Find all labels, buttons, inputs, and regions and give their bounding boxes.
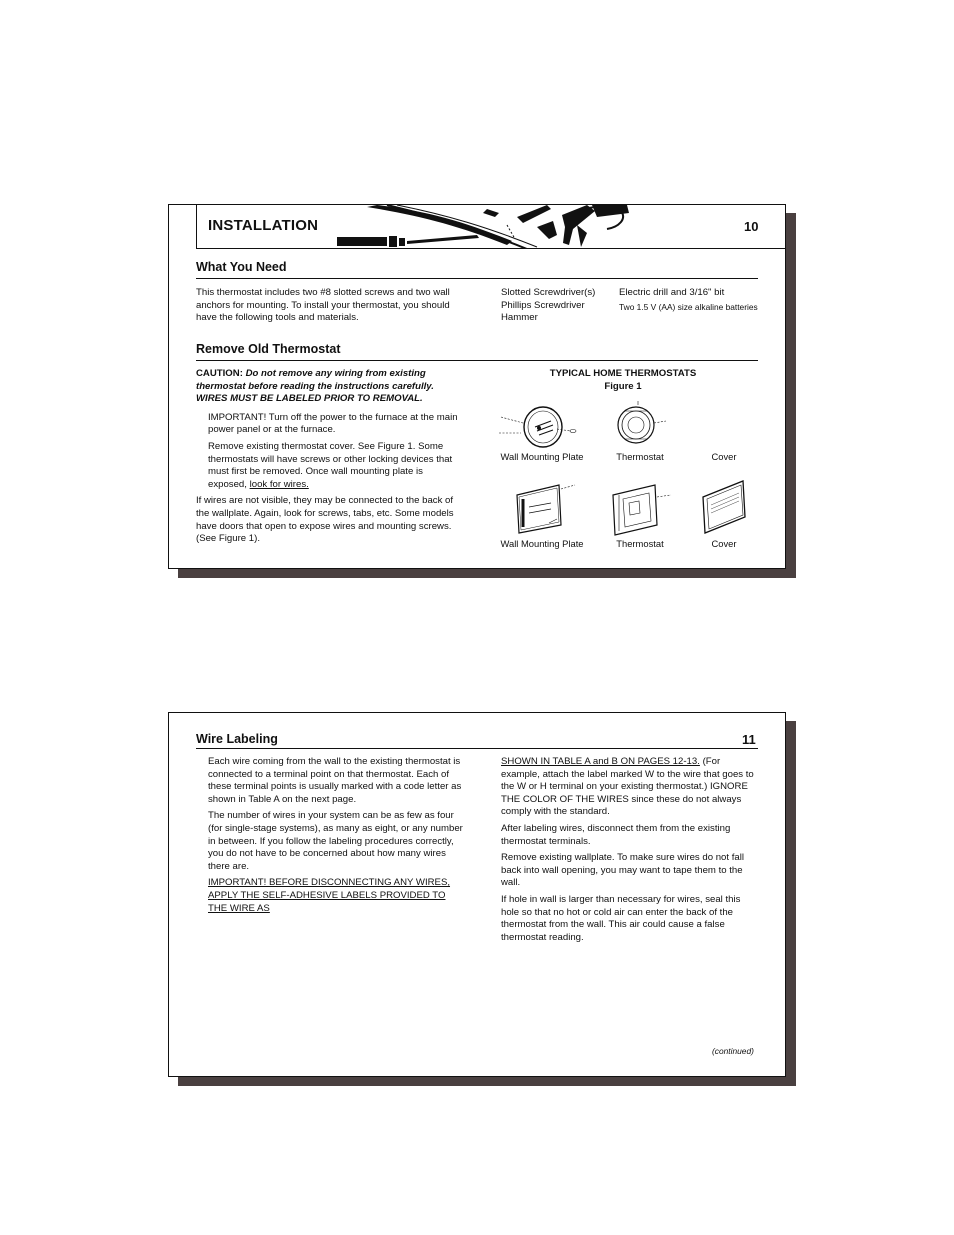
- page-title: INSTALLATION: [208, 217, 319, 234]
- wire-labeling-left-column: [208, 756, 464, 919]
- not-visible-paragraph: If wires are not visible, they may be connected to the back of the wallplate. Again, look for screws, tabs, etc. Some models have doors that open to expose wires and mounting screws. (See Figure 1).: [196, 495, 454, 545]
- rect-wall-plate-illustration: [509, 479, 589, 535]
- caution-label: CAUTION:: [196, 368, 243, 379]
- paragraph: Each wire coming from the wall to the existing thermostat is connected to a terminal point on that thermostat. Each of these terminal points is usually marked with a code letter as shown in Table A on the next page.: [208, 756, 462, 805]
- page-number: 10: [744, 219, 759, 234]
- paragraph: After labeling wires, disconnect them from the existing thermostat terminals.: [501, 822, 731, 847]
- tool-item: Slotted Screwdriver(s): [501, 287, 596, 298]
- paragraph: If hole in wall is larger than necessary for wires, seal this hole so that no hot or cold air can enter the back of the thermostat from the wall. This air could cause a false thermostat reading.: [501, 893, 741, 943]
- page-header: [196, 205, 786, 249]
- round-wall-plate-illustration: [497, 403, 577, 451]
- paragraph-text: (For example, attach the label marked W to the wire that goes to the W or H terminal on your existing thermostat.) IGNORE THE COLOR OF THE WIRES since these do not always comply with the standard.: [501, 756, 754, 818]
- wire-labeling-right-column: [501, 756, 761, 948]
- continued-label: (continued): [712, 1046, 754, 1056]
- tools-list-2: [619, 287, 769, 313]
- remove-old-text: [196, 368, 464, 550]
- page-number: 11: [742, 732, 756, 747]
- figure-label: Figure 1: [604, 381, 642, 392]
- figure-caption: Cover: [711, 538, 737, 549]
- figure-caption: Thermostat: [616, 451, 664, 462]
- page-11: [168, 712, 786, 1077]
- tool-item: Two 1.5 V (AA) size alkaline batteries: [619, 301, 758, 312]
- figure-title: TYPICAL HOME THERMOSTATS: [549, 368, 697, 379]
- rect-cover-illustration: [699, 477, 759, 537]
- tool-item: Electric drill and 3/16" bit: [619, 287, 725, 298]
- tool-item: Hammer: [501, 312, 538, 324]
- section-heading-remove-old-thermostat: Remove Old Thermostat: [196, 342, 341, 356]
- paragraph: [501, 756, 761, 819]
- tools-list-1: [501, 287, 616, 325]
- figure-caption: Wall Mounting Plate: [500, 538, 584, 549]
- tools-illustration: [337, 205, 637, 249]
- underlined-text: SHOWN IN TABLE A and B ON PAGES 12-13.: [501, 756, 700, 767]
- what-you-need-intro: This thermostat includes two #8 slotted screws and two wall anchors for mounting. To install your thermostat, you should have the following tools and materials.: [196, 287, 450, 324]
- paragraph: Remove existing wallplate. To make sure wires do not fall back into wall opening, you may want to tape them to the wall.: [501, 852, 744, 889]
- page-10: [168, 204, 786, 569]
- rect-thermostat-illustration: [609, 479, 679, 537]
- section-rule: [196, 748, 758, 749]
- section-heading-wire-labeling: Wire Labeling: [196, 732, 278, 746]
- look-for-wires-text: look for wires.: [249, 478, 309, 490]
- figure-caption: Thermostat: [616, 538, 664, 549]
- caution-paragraph: [196, 368, 464, 406]
- section-rule: [196, 278, 758, 279]
- remove-cover-paragraph: [196, 441, 464, 491]
- figure-caption: Cover: [711, 451, 737, 462]
- paragraph: The number of wires in your system can be as few as four (for single-stage systems), as many as eight, or any number in between. If you follow the labeling procedures correctly, you do not have to be concerned about how many wires there are.: [208, 810, 463, 872]
- tool-item: Phillips Screwdriver: [501, 299, 585, 311]
- round-thermostat-illustration: [594, 401, 672, 451]
- paragraph: IMPORTANT! BEFORE DISCONNECTING ANY WIRES, APPLY THE SELF-ADHESIVE LABELS PROVIDED TO THE WIRE AS: [208, 877, 451, 914]
- important-paragraph: IMPORTANT! Turn off the power to the furnace at the main power panel or at the furnace.: [208, 411, 458, 436]
- section-heading-what-you-need: What You Need: [196, 260, 287, 274]
- remove-cover-text: Remove existing thermostat cover. See Figure 1. Some thermostats will have screws or other locking devices that must first be removed. Once wall mounting plate is exposed,: [208, 440, 453, 490]
- figure-caption: Wall Mounting Plate: [500, 451, 584, 462]
- caution-text: Do not remove any wiring from existing thermostat before reading the instructions carefully. WIRES MUST BE LABELED PRIOR TO REMOVAL.: [196, 368, 434, 405]
- section-rule: [196, 360, 758, 361]
